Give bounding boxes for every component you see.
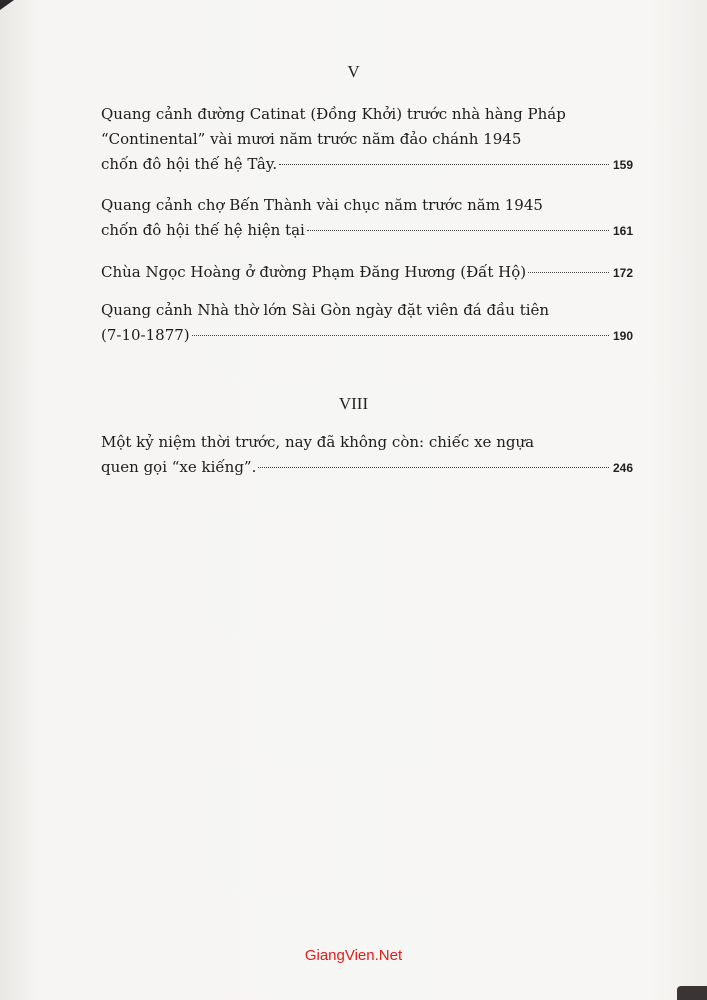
entry-line: chốn đô hội thế hệ Tây. [101, 155, 278, 173]
entry-last-line [101, 260, 633, 286]
scan-corner-tab [677, 986, 707, 1000]
page-number: 172 [612, 266, 633, 280]
toc-entry [101, 102, 633, 178]
section-heading-v: V [347, 62, 360, 81]
entry-line: Chùa Ngọc Hoàng ở đường Phạm Đăng Hương (Đất Hộ) [101, 263, 527, 281]
entry-line: quen gọi “xe kiếng”. [101, 458, 257, 476]
toc-entry [101, 193, 633, 244]
entry-line: Quang cảnh Nhà thờ lớn Sài Gòn ngày đặt viên đá đầu tiên [101, 301, 550, 319]
entry-last-line [101, 218, 633, 244]
entry-last-line [101, 152, 633, 178]
toc-entry [101, 298, 633, 349]
page-number: 246 [612, 461, 633, 475]
page-number: 190 [612, 329, 633, 343]
entry-line: Quang cảnh chợ Bến Thành vài chục năm trước năm 1945 [101, 196, 543, 214]
page-number: 159 [612, 158, 633, 172]
entry-line: (7-10-1877) [101, 326, 190, 344]
watermark-link[interactable]: GiangVien.Net [304, 947, 403, 964]
dot-leader [258, 467, 609, 468]
entry-last-line [101, 455, 633, 481]
section-heading-viii: VIII [338, 394, 369, 413]
toc-entry [101, 260, 633, 286]
dot-leader [528, 272, 609, 273]
entry-line: Một kỷ niệm thời trước, nay đã không còn: chiếc xe ngựa [101, 433, 535, 451]
dot-leader [307, 230, 609, 231]
toc-entry [101, 430, 633, 481]
page-number: 161 [612, 224, 633, 238]
dot-leader [279, 164, 609, 165]
entry-line: Quang cảnh đường Catinat (Đồng Khởi) trước nhà hàng Pháp [101, 105, 566, 123]
entry-line: “Continental” vài mươi năm trước năm đảo chánh 1945 [101, 130, 522, 148]
entry-last-line [101, 323, 633, 349]
entry-line: chốn đô hội thế hệ hiện tại [101, 221, 305, 239]
dot-leader [192, 335, 609, 336]
